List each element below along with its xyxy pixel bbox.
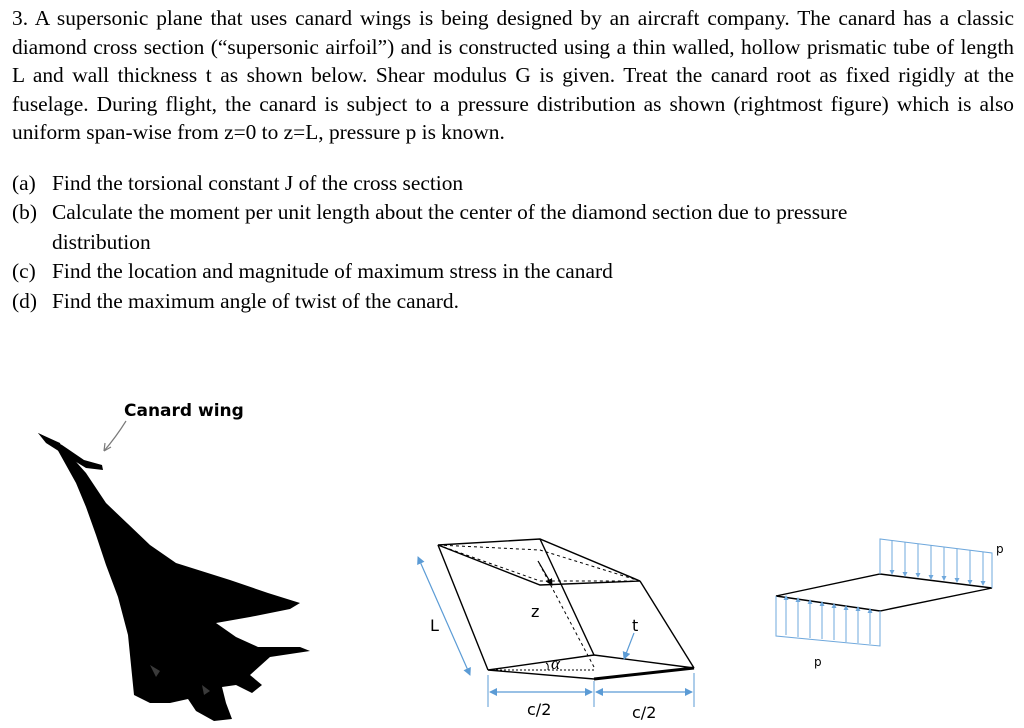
pressure-diagram [776, 539, 1004, 669]
top-pressure-arrows [892, 541, 983, 585]
problem-intro: 3. A supersonic plane that uses canard wings is being designed by an aircraft company. The canard has a classic diamond cross section (“supersonic airfoil”) and is constructed using a thin walled, hollow prismatic tube of length L and wall thickness t as shown below. Shear modulus G is given. Treat the canard root as fixed rigidly at the fuselage. During flight, the canard is subject to a pressure distribution as shown (rightmost figure) which is also uniform span-wise from z=0 to z=L, pressure p is known. [12, 6, 1014, 145]
alpha-label: α [551, 654, 560, 673]
part-label: (c) [12, 259, 36, 284]
part-text: Calculate the moment per unit length about the center of the diamond section due to pressure distribution [52, 200, 848, 254]
part-d [12, 287, 1014, 317]
part-label: (b) [12, 200, 37, 225]
z-label: z [531, 602, 540, 621]
part-text: Find the torsional constant J of the cross section [52, 170, 464, 195]
part-b [12, 198, 1014, 257]
tube-edge-right [640, 581, 694, 668]
part-text: Find the location and magnitude of maximum stress in the canard [52, 259, 613, 284]
tube-front-face [488, 655, 694, 679]
airfoil-diamond [776, 574, 992, 611]
canard-label: Canard wing [124, 401, 244, 421]
tube-centerline [540, 565, 594, 667]
c2-label-right: c/2 [632, 703, 657, 722]
part-a [12, 169, 1014, 199]
canard-pointer [104, 421, 126, 451]
part-label: (d) [12, 288, 37, 313]
thickness-pointer [624, 633, 634, 659]
part-text: Find the maximum angle of twist of the canard. [52, 288, 459, 313]
tube-edge-top [540, 539, 594, 655]
figure-panel [0, 385, 1024, 728]
problem-statement [12, 4, 1014, 316]
top-pressure-label: p [996, 542, 1004, 556]
part-c [12, 257, 1014, 287]
angle-arc [546, 663, 548, 670]
tube-edge-left [438, 545, 488, 670]
length-dimension [418, 557, 470, 675]
L-label: L [430, 616, 439, 635]
c2-label-left: c/2 [527, 700, 552, 719]
t-label: t [632, 616, 639, 635]
tube-diagram [418, 539, 694, 722]
problem-parts [12, 169, 1014, 317]
plane-silhouette [38, 433, 310, 721]
part-label: (a) [12, 170, 36, 195]
tube-wall-thickness [594, 668, 694, 679]
bottom-pressure-label: p [814, 655, 822, 669]
